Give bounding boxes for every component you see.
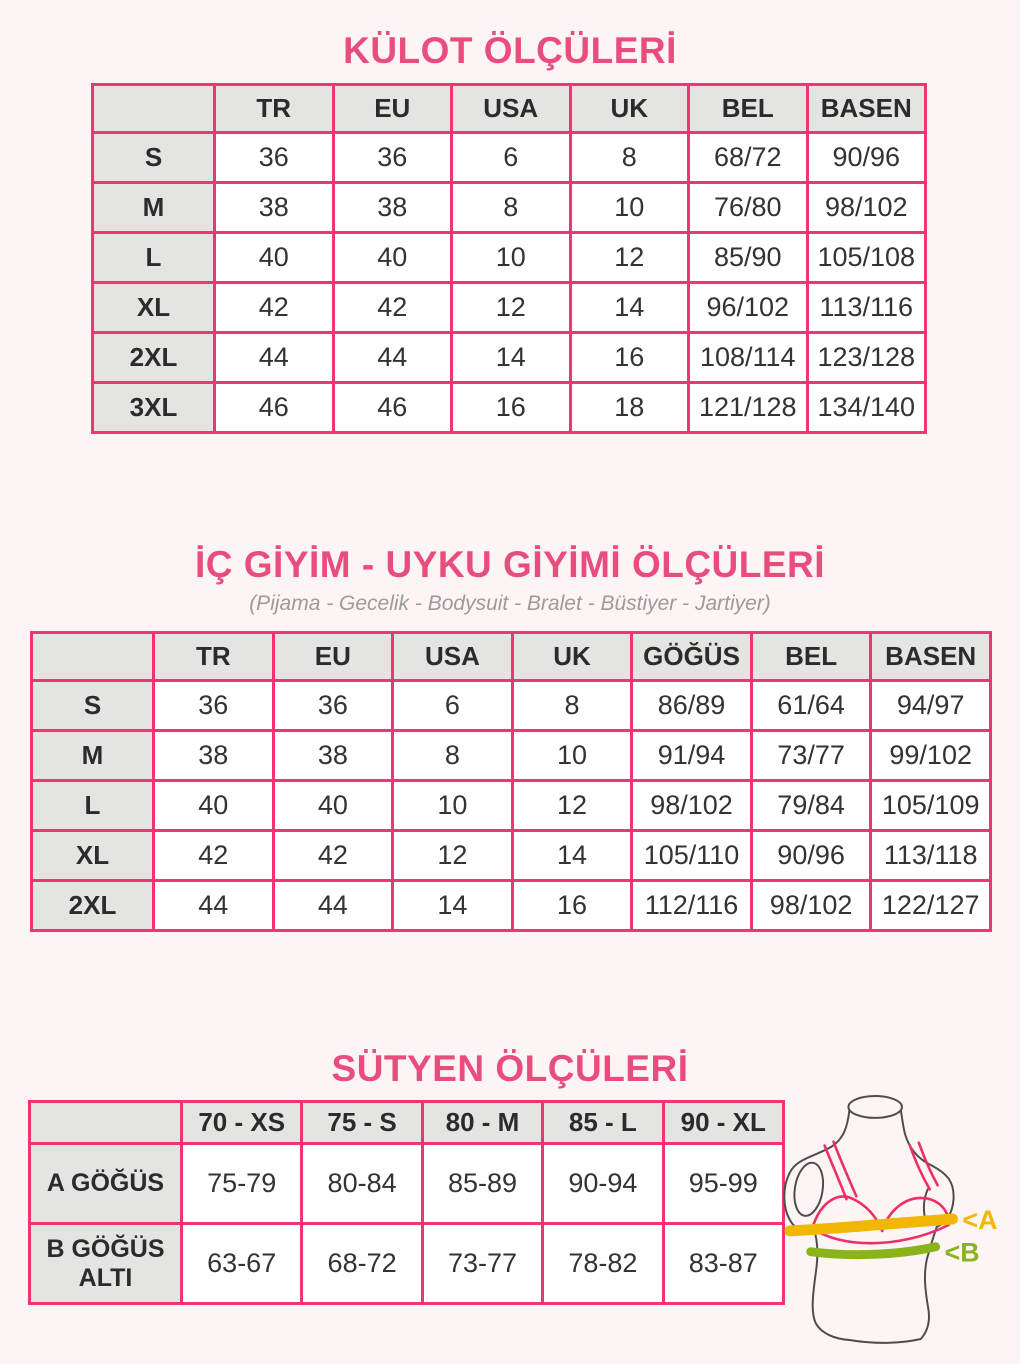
size-value-cell: 46 (215, 383, 334, 433)
column-header: UK (570, 85, 689, 133)
size-value-cell: 10 (452, 233, 571, 283)
size-value-cell: 122/127 (871, 881, 991, 931)
size-value-cell: 12 (512, 781, 632, 831)
column-header: 90 - XL (663, 1102, 783, 1144)
size-value-cell: 16 (570, 333, 689, 383)
row-label: B GÖĞÜS ALTI (30, 1224, 182, 1304)
size-value-cell: 38 (154, 731, 274, 781)
column-header: BEL (751, 633, 871, 681)
table-row (30, 1144, 784, 1224)
size-value-cell: 10 (512, 731, 632, 781)
size-value-cell: 8 (570, 133, 689, 183)
size-value-cell: 73-77 (422, 1224, 542, 1304)
size-value-cell: 73/77 (751, 731, 871, 781)
size-value-cell: 6 (393, 681, 513, 731)
table-row (93, 383, 926, 433)
bra-measurement-illustration (778, 1083, 1016, 1359)
size-value-cell: 36 (273, 681, 393, 731)
corner-cell (93, 85, 215, 133)
column-header: EU (333, 85, 452, 133)
size-value-cell: 42 (273, 831, 393, 881)
size-value-cell: 12 (452, 283, 571, 333)
table-row (93, 233, 926, 283)
size-value-cell: 10 (570, 183, 689, 233)
column-header: USA (393, 633, 513, 681)
size-value-cell: 108/114 (689, 333, 808, 383)
size-value-cell: 36 (154, 681, 274, 731)
size-value-cell: 40 (333, 233, 452, 283)
size-value-cell: 14 (570, 283, 689, 333)
size-value-cell: 63-67 (182, 1224, 302, 1304)
size-value-cell: 42 (215, 283, 334, 333)
row-label: A GÖĞÜS (30, 1144, 182, 1224)
sutyen-size-table (28, 1100, 785, 1305)
size-value-cell: 44 (273, 881, 393, 931)
column-header: USA (452, 85, 571, 133)
column-header: TR (215, 85, 334, 133)
table-row (32, 881, 991, 931)
size-value-cell: 80-84 (302, 1144, 422, 1224)
band-b-label: <B (944, 1237, 980, 1268)
corner-cell (32, 633, 154, 681)
size-value-cell: 12 (393, 831, 513, 881)
size-value-cell: 123/128 (807, 333, 926, 383)
size-value-cell: 96/102 (689, 283, 808, 333)
size-value-cell: 6 (452, 133, 571, 183)
column-header: 80 - M (422, 1102, 542, 1144)
row-label: S (32, 681, 154, 731)
table-row (93, 283, 926, 333)
band-a-label: <A (962, 1204, 998, 1235)
sutyen-table-title: SÜTYEN ÖLÇÜLERİ (331, 1048, 689, 1089)
underbust-measure-band-b (811, 1247, 936, 1255)
table-row (32, 681, 991, 731)
row-label: 3XL (93, 383, 215, 433)
size-value-cell: 14 (452, 333, 571, 383)
size-value-cell: 14 (393, 881, 513, 931)
size-value-cell: 99/102 (871, 731, 991, 781)
size-value-cell: 121/128 (689, 383, 808, 433)
size-value-cell: 90/96 (807, 133, 926, 183)
size-value-cell: 78-82 (543, 1224, 663, 1304)
size-value-cell: 105/108 (807, 233, 926, 283)
size-value-cell: 40 (215, 233, 334, 283)
size-value-cell: 44 (333, 333, 452, 383)
size-value-cell: 105/109 (871, 781, 991, 831)
ic-giyim-table-title: İÇ GİYİM - UYKU GİYİMİ ÖLÇÜLERİ (194, 544, 826, 585)
column-header: BASEN (871, 633, 991, 681)
corner-cell (30, 1102, 182, 1144)
row-label: S (93, 133, 215, 183)
ic-giyim-table-subtitle: (Pijama - Gecelik - Bodysuit - Bralet - Büstiyer - Jartiyer) (249, 592, 771, 615)
row-label: M (93, 183, 215, 233)
size-value-cell: 40 (154, 781, 274, 831)
kulot-table-title: KÜLOT ÖLÇÜLERİ (343, 30, 677, 71)
size-value-cell: 83-87 (663, 1224, 783, 1304)
size-value-cell: 91/94 (632, 731, 752, 781)
row-label: L (93, 233, 215, 283)
row-label: L (32, 781, 154, 831)
size-value-cell: 95-99 (663, 1144, 783, 1224)
size-value-cell: 16 (512, 881, 632, 931)
size-value-cell: 85/90 (689, 233, 808, 283)
size-value-cell: 46 (333, 383, 452, 433)
size-value-cell: 36 (333, 133, 452, 183)
table-row (30, 1224, 784, 1304)
row-label: XL (93, 283, 215, 333)
size-value-cell: 90-94 (543, 1144, 663, 1224)
column-header: UK (512, 633, 632, 681)
ic-giyim-size-table (30, 631, 992, 932)
table-row (32, 781, 991, 831)
size-value-cell: 61/64 (751, 681, 871, 731)
size-value-cell: 16 (452, 383, 571, 433)
size-value-cell: 98/102 (807, 183, 926, 233)
size-value-cell: 38 (333, 183, 452, 233)
size-value-cell: 90/96 (751, 831, 871, 881)
column-header: BASEN (807, 85, 926, 133)
table-row (93, 133, 926, 183)
size-value-cell: 75-79 (182, 1144, 302, 1224)
column-header: BEL (689, 85, 808, 133)
size-value-cell: 86/89 (632, 681, 752, 731)
size-value-cell: 94/97 (871, 681, 991, 731)
size-value-cell: 8 (393, 731, 513, 781)
column-header: TR (154, 633, 274, 681)
column-header: GÖĞÜS (632, 633, 752, 681)
size-value-cell: 42 (333, 283, 452, 333)
size-value-cell: 44 (215, 333, 334, 383)
size-value-cell: 42 (154, 831, 274, 881)
row-label: M (32, 731, 154, 781)
column-header: 70 - XS (182, 1102, 302, 1144)
size-value-cell: 105/110 (632, 831, 752, 881)
size-value-cell: 68-72 (302, 1224, 422, 1304)
column-header: 85 - L (543, 1102, 663, 1144)
size-value-cell: 79/84 (751, 781, 871, 831)
size-value-cell: 68/72 (689, 133, 808, 183)
size-value-cell: 98/102 (751, 881, 871, 931)
size-value-cell: 40 (273, 781, 393, 831)
row-label: 2XL (93, 333, 215, 383)
size-value-cell: 36 (215, 133, 334, 183)
size-value-cell: 44 (154, 881, 274, 931)
table-row (32, 731, 991, 781)
row-label: XL (32, 831, 154, 881)
size-value-cell: 8 (452, 183, 571, 233)
size-value-cell: 113/116 (807, 283, 926, 333)
table-row (32, 831, 991, 881)
size-value-cell: 134/140 (807, 383, 926, 433)
kulot-size-table (91, 83, 927, 434)
size-value-cell: 85-89 (422, 1144, 542, 1224)
table-row (93, 333, 926, 383)
size-value-cell: 113/118 (871, 831, 991, 881)
size-value-cell: 38 (273, 731, 393, 781)
mannequin-torso-icon (778, 1083, 1016, 1359)
column-header: 75 - S (302, 1102, 422, 1144)
size-value-cell: 98/102 (632, 781, 752, 831)
row-label: 2XL (32, 881, 154, 931)
size-value-cell: 14 (512, 831, 632, 881)
size-value-cell: 18 (570, 383, 689, 433)
size-value-cell: 10 (393, 781, 513, 831)
size-value-cell: 8 (512, 681, 632, 731)
size-value-cell: 76/80 (689, 183, 808, 233)
table-row (93, 183, 926, 233)
size-value-cell: 38 (215, 183, 334, 233)
column-header: EU (273, 633, 393, 681)
size-value-cell: 112/116 (632, 881, 752, 931)
size-value-cell: 12 (570, 233, 689, 283)
